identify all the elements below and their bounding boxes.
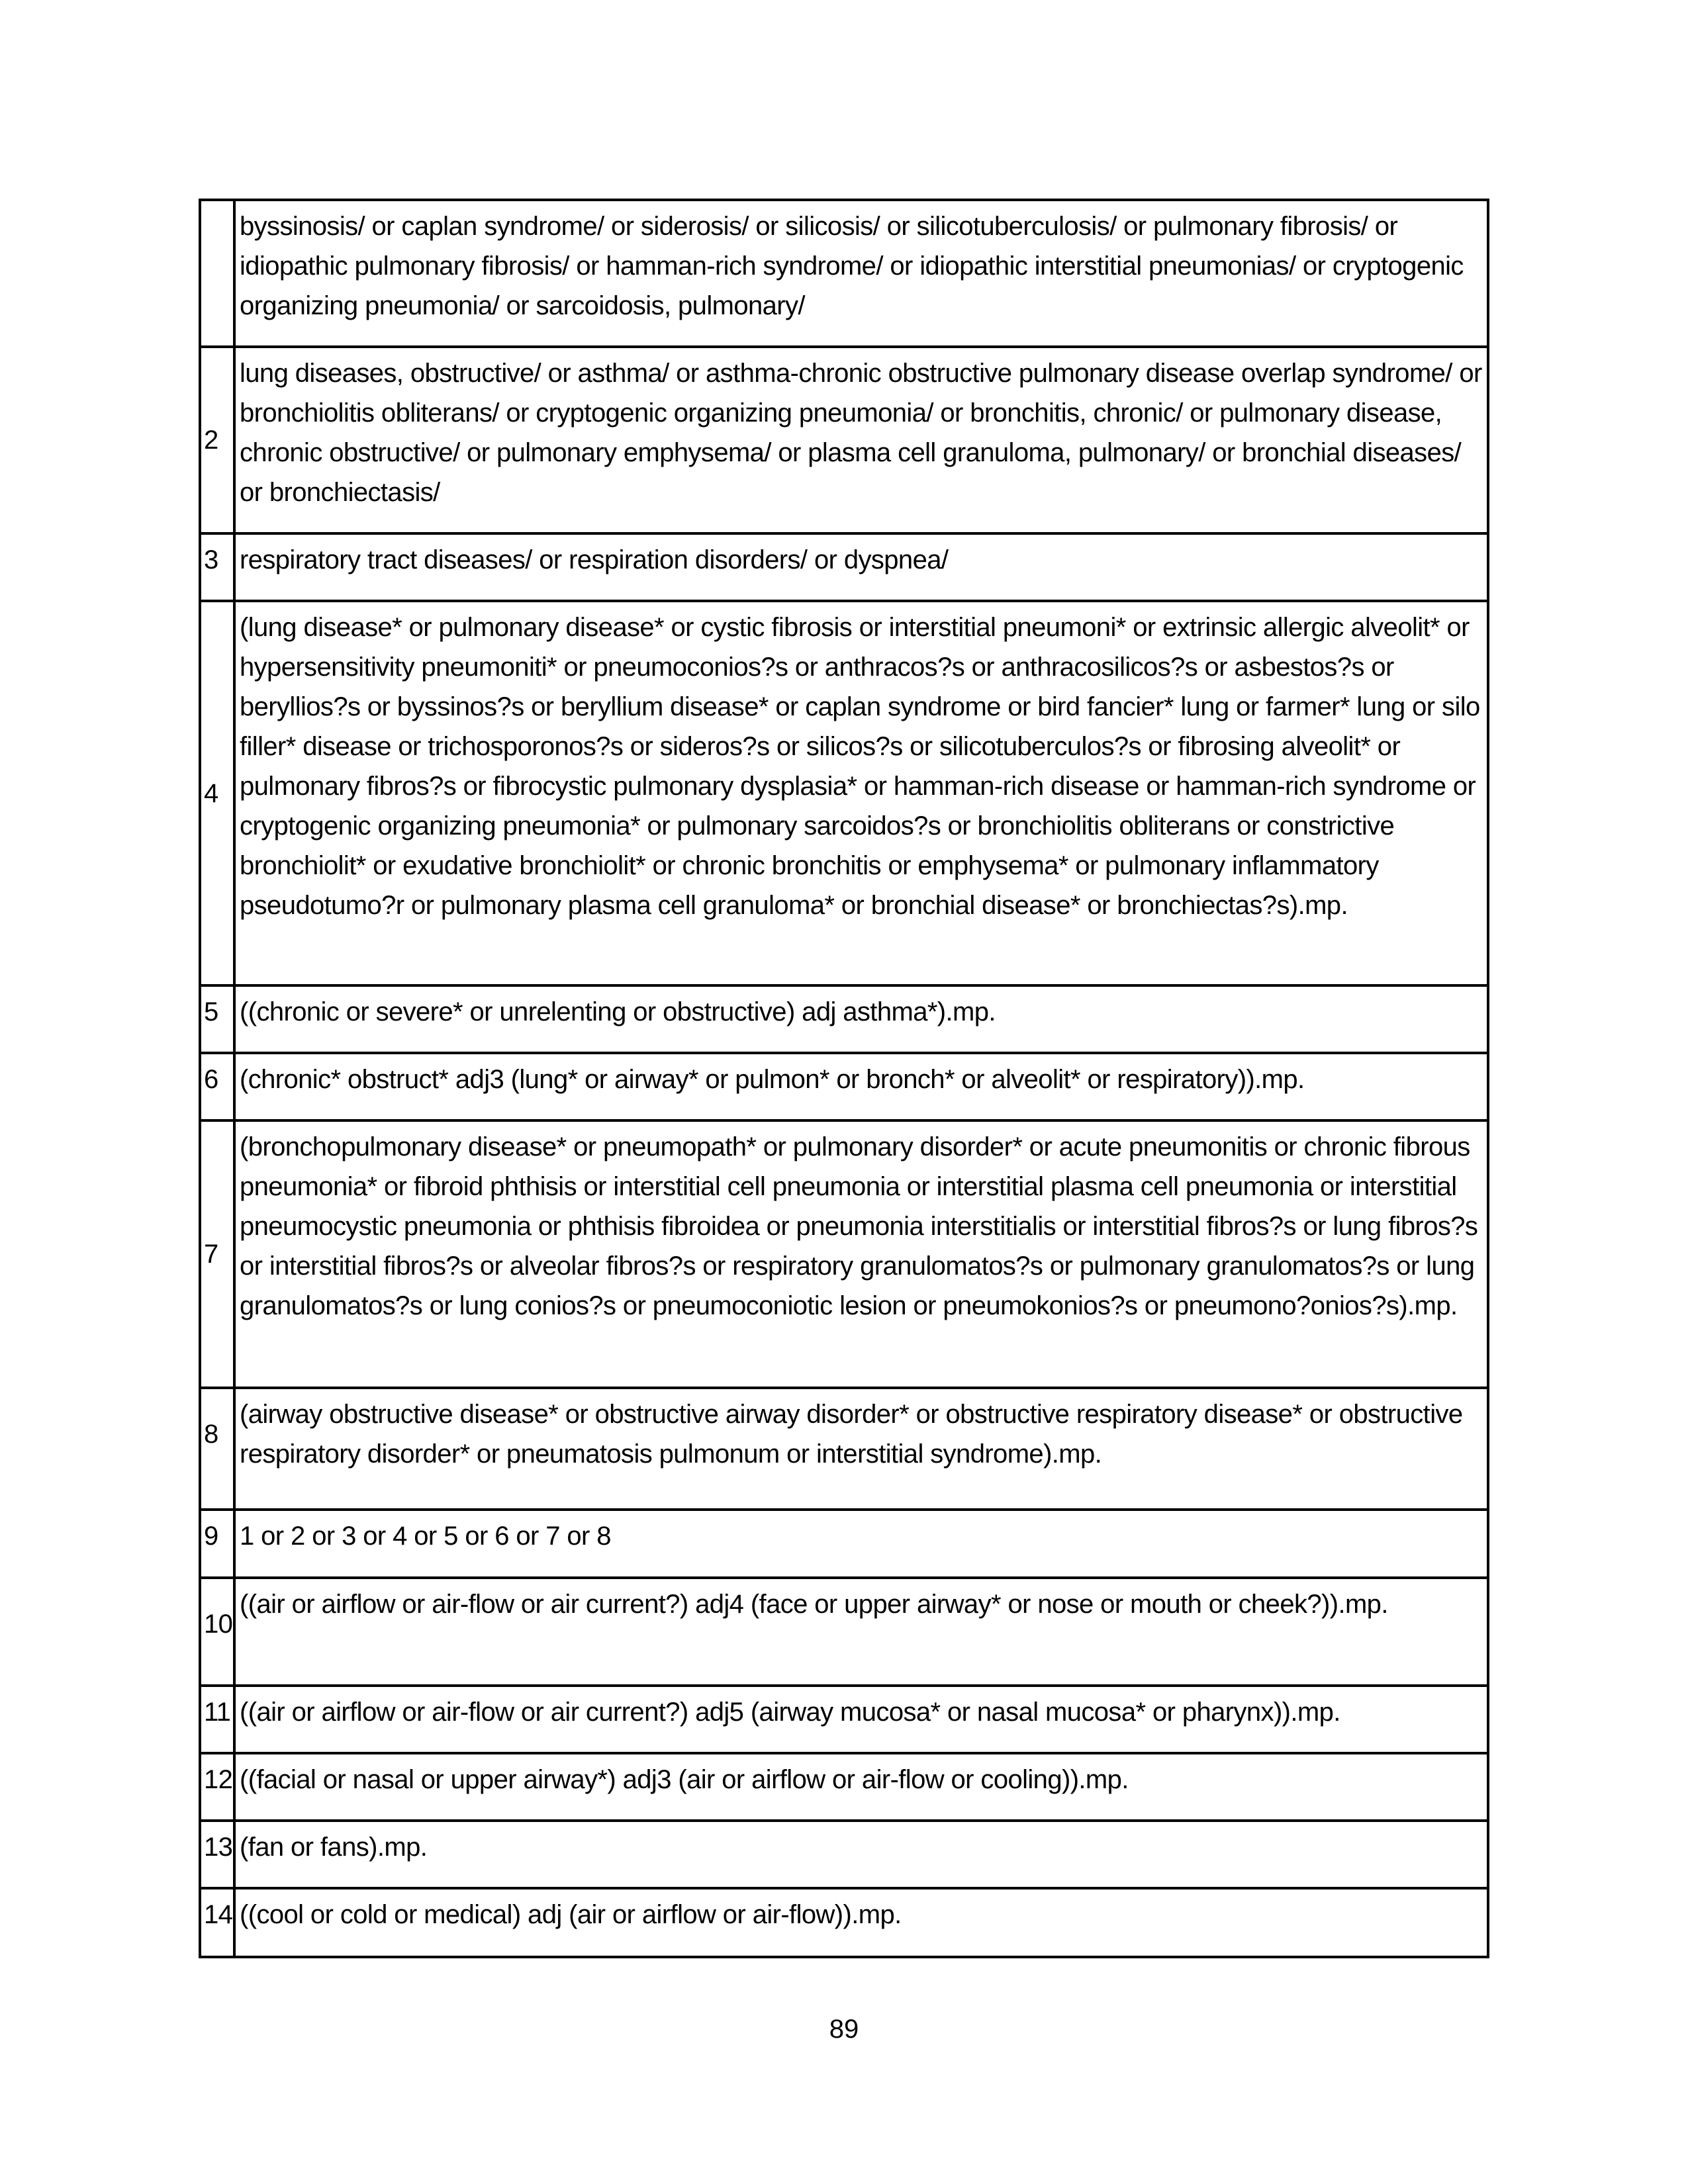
query-text: (bronchopulmonary disease* or pneumopath* or pulmonary disorder* or acute pneumonitis or chronic fibrous pneumonia* or fibroid phthisis or interstitial cell pneumonia or interstitial plasma cell pneumonia or interstitial pneumocystic pneumonia or phthisis fibroidea or pneumonia interstitialis or interstitial fibros?s or lung fibros?s or interstitial fibros?s or alveolar fibros?s or respiratory granulomatos?s or pulmonary granulomatos?s or lung granulomatos?s or lung conios?s or pneumoconiotic lesion or pneumokonios?s or pneumono?onios?s).mp. (234, 1120, 1488, 1388)
row-number: 5 (200, 985, 234, 1053)
table-row (200, 1053, 1488, 1120)
table-row (200, 1686, 1488, 1753)
row-number: 2 (200, 347, 234, 533)
query-text: (lung disease* or pulmonary disease* or cystic fibrosis or interstitial pneumoni* or extrinsic allergic alveolit* or hypersensitivity pneumoniti* or pneumoconios?s or anthracos?s or anthracosilicos?s or asbestos?s or beryllios?s or byssinos?s or beryllium disease* or caplan syndrome or bird fancier* lung or farmer* lung or silo filler* disease or trichosporonos?s or sideros?s or silicos?s or silicotuberculos?s or fibrosing alveolit* or pulmonary fibros?s or fibrocystic pulmonary dysplasia* or hamman-rich disease or hamman-rich syndrome or cryptogenic organizing pneumonia* or pulmonary sarcoidos?s or bronchiolitis obliterans or constrictive bronchiolit* or exudative bronchiolit* or chronic bronchitis or emphysema* or pulmonary inflammatory pseudotumo?r or pulmonary plasma cell granuloma* or bronchial disease* or bronchiectas?s).mp. (234, 601, 1488, 985)
table-row (200, 200, 1488, 347)
row-number: 11 (200, 1686, 234, 1753)
table-row (200, 1388, 1488, 1510)
query-text: ((cool or cold or medical) adj (air or airflow or air-flow)).mp. (234, 1888, 1488, 1957)
page-number: 89 (829, 2015, 859, 2044)
search-strategy-table (199, 199, 1489, 1958)
table-row (200, 1120, 1488, 1388)
row-number: 10 (200, 1578, 234, 1686)
table-row (200, 985, 1488, 1053)
query-text: ((air or airflow or air-flow or air current?) adj4 (face or upper airway* or nose or mouth or cheek?)).mp. (234, 1578, 1488, 1686)
row-number: 13 (200, 1821, 234, 1888)
table-row (200, 533, 1488, 601)
row-number: 12 (200, 1753, 234, 1821)
query-text: (airway obstructive disease* or obstructive airway disorder* or obstructive respiratory disease* or obstructive respiratory disorder* or pneumatosis pulmonum or interstitial syndrome).mp. (234, 1388, 1488, 1510)
table-row (200, 347, 1488, 533)
query-text: (fan or fans).mp. (234, 1821, 1488, 1888)
row-number: 9 (200, 1510, 234, 1578)
table-row (200, 1753, 1488, 1821)
query-text: ((air or airflow or air-flow or air current?) adj5 (airway mucosa* or nasal mucosa* or pharynx)).mp. (234, 1686, 1488, 1753)
row-number (200, 200, 234, 347)
row-number: 4 (200, 601, 234, 985)
row-number: 7 (200, 1120, 234, 1388)
table-row (200, 1821, 1488, 1888)
row-number: 8 (200, 1388, 234, 1510)
table-row (200, 1888, 1488, 1957)
row-number: 6 (200, 1053, 234, 1120)
row-number: 14 (200, 1888, 234, 1957)
query-text: respiratory tract diseases/ or respiration disorders/ or dyspnea/ (234, 533, 1488, 601)
search-strategy-rows (200, 200, 1488, 1957)
query-text: byssinosis/ or caplan syndrome/ or siderosis/ or silicosis/ or silicotuberculosis/ or pulmonary fibrosis/ or idiopathic pulmonary fibrosis/ or hamman-rich syndrome/ or idiopathic interstitial pneumonias/ or cryptogenic organizing pneumonia/ or sarcoidosis, pulmonary/ (234, 200, 1488, 347)
table-row (200, 1578, 1488, 1686)
query-text: ((facial or nasal or upper airway*) adj3 (air or airflow or air-flow or cooling)).mp. (234, 1753, 1488, 1821)
query-text: ((chronic or severe* or unrelenting or obstructive) adj asthma*).mp. (234, 985, 1488, 1053)
query-text: lung diseases, obstructive/ or asthma/ or asthma-chronic obstructive pulmonary disease overlap syndrome/ or bronchiolitis obliterans/ or cryptogenic organizing pneumonia/ or bronchitis, chronic/ or pulmonary disease, chronic obstructive/ or pulmonary emphysema/ or plasma cell granuloma, pulmonary/ or bronchial diseases/ or bronchiectasis/ (234, 347, 1488, 533)
query-text: 1 or 2 or 3 or 4 or 5 or 6 or 7 or 8 (234, 1510, 1488, 1578)
query-text: (chronic* obstruct* adj3 (lung* or airway* or pulmon* or bronch* or alveolit* or respiratory)).mp. (234, 1053, 1488, 1120)
table-row (200, 1510, 1488, 1578)
row-number: 3 (200, 533, 234, 601)
table-row (200, 601, 1488, 985)
